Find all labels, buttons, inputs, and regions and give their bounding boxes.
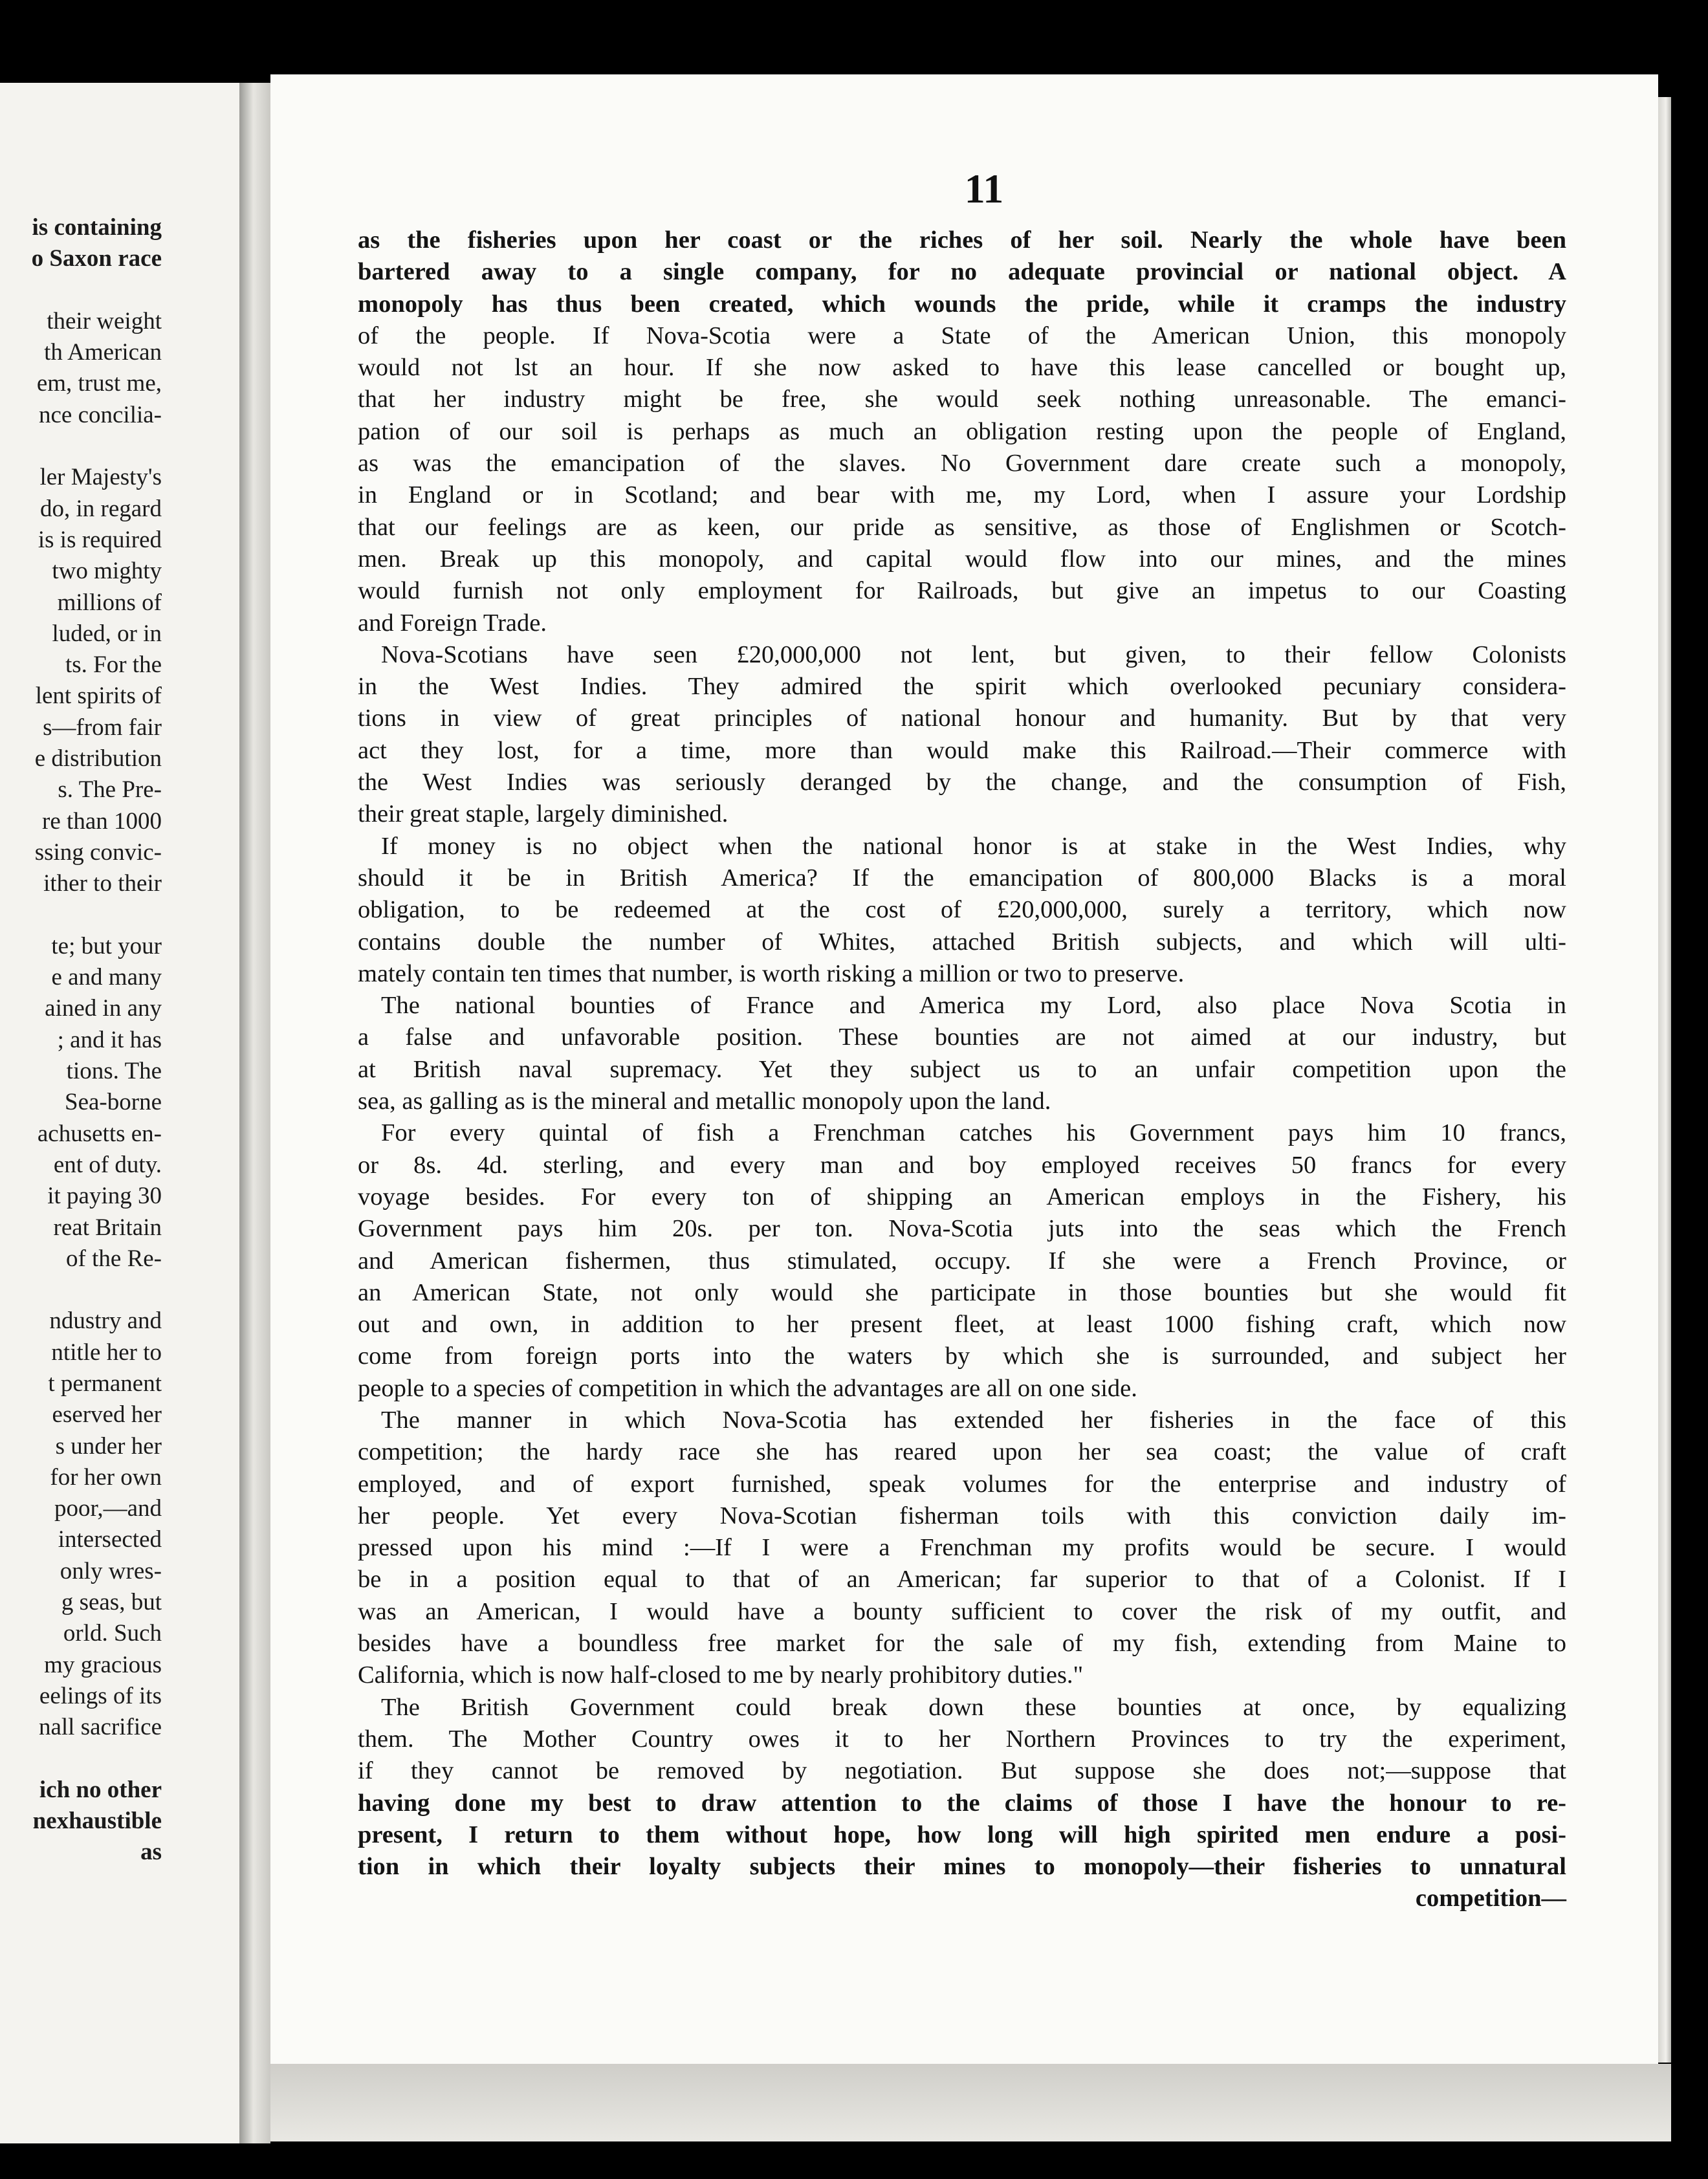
text-line: mately contain ten times that number, is worth risking a million or two to preserve. — [358, 959, 1185, 987]
left-page-line: eelings of its — [39, 1682, 162, 1709]
left-page-line: do, in regard — [39, 495, 162, 522]
left-page-line: s. The Pre- — [58, 776, 162, 804]
text-line: would furnish not only employment for Railroads, but give an impetus to our Coasting — [358, 577, 1566, 605]
body-text — [358, 224, 1566, 1915]
left-page-line: ts. For the — [65, 652, 162, 679]
text-line: The manner in which Nova-Scotia has extended her fisheries in the face of this — [381, 1406, 1566, 1434]
left-page-line: nexhaustible — [32, 1808, 162, 1835]
left-page-line — [0, 900, 162, 931]
text-line: would not lst an hour. If she now asked to have this lease cancelled or bought up, — [358, 354, 1566, 382]
text-line: besides have a boundless free market for the sale of my fish, extending from Maine to — [358, 1630, 1566, 1658]
left-page-line: nall sacrifice — [38, 1714, 162, 1741]
text-line: Nova-Scotians have seen £20,000,000 not lent, but given, to their fellow Colonists — [381, 641, 1566, 668]
left-page-line: it paying 30 — [47, 1183, 162, 1210]
text-line: pation of our soil is perhaps as much an obligation resting upon the people of England, — [358, 417, 1566, 445]
left-page-line: ssing convic- — [34, 838, 162, 866]
text-line: bartered away to a single company, for no adequate provincial or national object. A — [358, 258, 1566, 286]
left-page-line: te; but your — [51, 932, 162, 959]
left-page-line: em, trust me, — [36, 370, 162, 397]
left-page-line: is containing — [32, 214, 162, 241]
right-page — [270, 74, 1658, 2064]
left-page-line: ent of duty. — [53, 1151, 162, 1178]
text-line: tions in view of great principles of national honour and humanity. But by that very — [358, 705, 1566, 732]
left-page-line: is is required — [38, 526, 162, 553]
text-line: tion in which their loyalty subjects their mines to monopoly—their fisheries to unnatural — [358, 1853, 1566, 1881]
left-page-line: ich no other — [39, 1776, 162, 1803]
left-page-line: s under her — [55, 1432, 162, 1460]
text-line: her people. Yet every Nova-Scotian fisherman toils with this conviction daily im- — [358, 1502, 1566, 1529]
left-page-line: e and many — [51, 964, 162, 991]
left-page-line: only wres- — [60, 1557, 162, 1584]
left-page-line — [0, 1744, 162, 1775]
text-line: an American State, not only would she participate in those bounties but she would fit — [358, 1278, 1566, 1306]
left-page-line: Sea-borne — [65, 1089, 162, 1116]
text-line: men. Break up this monopoly, and capital would flow into our mines, and the mines — [358, 545, 1566, 573]
text-line: monopoly has thus been created, which wounds the pride, while it cramps the industry — [358, 290, 1566, 318]
text-line: act they lost, for a time, more than would make this Railroad.—Their commerce with — [358, 736, 1566, 764]
text-line: in England or in Scotland; and bear with me, my Lord, when I assure your Lordship — [358, 481, 1566, 509]
text-line: voyage besides. For every ton of shipping an American employs in the Fishery, his — [358, 1183, 1566, 1210]
left-page-line: achusetts en- — [37, 1120, 162, 1147]
page-number: 11 — [964, 166, 1004, 212]
text-line: as was the emancipation of the slaves. No Government dare create such a monopoly, — [358, 450, 1566, 477]
text-line: or 8s. 4d. sterling, and every man and boy employed receives 50 francs for every — [358, 1151, 1566, 1179]
text-line: having done my best to draw attention to the claims of those I have the honour to re- — [358, 1789, 1566, 1817]
left-page-line: orld. Such — [63, 1620, 162, 1647]
left-page-line — [0, 1275, 162, 1306]
page-bottom-edge — [270, 2064, 1671, 2141]
text-line: out and own, in addition to her present fleet, at least 1000 fishing craft, which now — [358, 1311, 1566, 1339]
left-page-line: th American — [44, 339, 162, 366]
text-line: a false and unfavorable position. These bounties are not aimed at our industry, but — [358, 1024, 1566, 1051]
text-line: as the fisheries upon her coast or the riches of her soil. Nearly the whole have been — [358, 226, 1566, 254]
text-line: in the West Indies. They admired the spirit which overlooked pecuniary considera- — [358, 673, 1566, 701]
text-line: Government pays him 20s. per ton. Nova-Scotia juts into the seas which the French — [358, 1215, 1566, 1243]
text-line: If money is no object when the national honor is at stake in the West Indies, why — [381, 832, 1566, 860]
left-page-line: t permanent — [48, 1370, 162, 1397]
text-line: obligation, to be redeemed at the cost of £20,000,000, surely a territory, which now — [358, 896, 1566, 924]
left-page-line: for her own — [50, 1463, 162, 1491]
text-line: be in a position equal to that of an American; far superior to that of a Colonist. If I — [358, 1566, 1566, 1593]
text-line: and American fishermen, thus stimulated, occupy. If she were a French Province, or — [358, 1247, 1566, 1275]
text-line: should it be in British America? If the emancipation of 800,000 Blacks is a moral — [358, 864, 1566, 892]
text-line: competition— — [1415, 1885, 1566, 1912]
left-page-line: reat Britain — [53, 1214, 162, 1241]
left-page-line: re than 1000 — [42, 807, 162, 835]
text-line: if they cannot be removed by negotiation. But suppose she does not;—suppose that — [358, 1757, 1566, 1785]
left-page-line: luded, or in — [52, 620, 162, 647]
left-page-line — [0, 275, 162, 306]
left-page-line: lent spirits of — [35, 683, 162, 710]
left-page-line: ; and it has — [57, 1026, 162, 1053]
left-page-line: as — [140, 1839, 162, 1866]
text-line: that her industry might be free, she would seek nothing unreasonable. The emanci- — [358, 386, 1566, 413]
text-line: The British Government could break down these bounties at once, by equalizing — [381, 1693, 1566, 1721]
text-line: sea, as galling as is the mineral and metallic monopoly upon the land. — [358, 1088, 1051, 1115]
page-edge — [1658, 97, 1671, 2063]
text-line: and Foreign Trade. — [358, 609, 547, 637]
text-line: come from foreign ports into the waters by which she is surrounded, and subject her — [358, 1342, 1566, 1370]
left-page-line: e distribution — [34, 745, 162, 772]
left-page-line: ler Majesty's — [39, 464, 162, 491]
left-page-line: ntitle her to — [51, 1339, 162, 1366]
left-page-line — [0, 431, 162, 462]
text-line: the West Indies was seriously deranged by the change, and the consumption of Fish, — [358, 769, 1566, 796]
left-page-line: two mighty — [52, 558, 162, 585]
left-page-line: g seas, but — [61, 1589, 162, 1616]
left-page-line: tions. The — [66, 1058, 162, 1085]
text-line: California, which is now half-closed to me by nearly prohibitory duties." — [358, 1661, 1084, 1689]
text-line: people to a species of competition in which the advantages are all on one side. — [358, 1374, 1137, 1402]
left-page — [0, 83, 239, 2143]
left-page-line: eserved her — [52, 1401, 162, 1429]
text-line: that our feelings are as keen, our pride as sensitive, as those of Englishmen or Scotch- — [358, 513, 1566, 541]
text-line: pressed upon his mind :—If I were a Frenchman my profits would be secure. I would — [358, 1534, 1566, 1562]
text-line: was an American, I would have a bounty sufficient to cover the risk of my outfit, and — [358, 1597, 1566, 1625]
text-line: contains double the number of Whites, attached British subjects, and which will ulti- — [358, 928, 1566, 956]
left-page-line: their weight — [47, 307, 162, 334]
book-gutter — [239, 83, 270, 2143]
left-page-line: ained in any — [45, 995, 162, 1022]
left-page-line: of the Re- — [66, 1245, 162, 1272]
text-line: them. The Mother Country owes it to her Northern Provinces to try the experiment, — [358, 1725, 1566, 1753]
text-line: For every quintal of fish a Frenchman catches his Government pays him 10 francs, — [381, 1119, 1566, 1147]
left-page-line: nce concilia- — [38, 401, 162, 428]
left-page-line: intersected — [58, 1526, 162, 1553]
left-page-line: ither to their — [43, 870, 162, 897]
text-line: competition; the hardy race she has reared upon her sea coast; the value of craft — [358, 1438, 1566, 1466]
text-line: present, I return to them without hope, how long will high spirited men endure a posi- — [358, 1821, 1566, 1848]
text-line: The national bounties of France and America my Lord, also place Nova Scotia in — [381, 992, 1566, 1020]
left-page-line: millions of — [57, 589, 162, 616]
left-page-line: my gracious — [44, 1651, 162, 1678]
left-page-line: ndustry and — [49, 1308, 162, 1335]
text-line: at British naval supremacy. Yet they subject us to an unfair competition upon the — [358, 1055, 1566, 1083]
left-page-line: poor,—and — [54, 1495, 162, 1522]
text-line: employed, and of export furnished, speak volumes for the enterprise and industry of — [358, 1470, 1566, 1498]
left-page-text — [0, 212, 162, 1868]
left-page-line: s—from fair — [43, 714, 162, 741]
left-page-line: o Saxon race — [31, 245, 162, 272]
text-line: of the people. If Nova-Scotia were a State of the American Union, this monopoly — [358, 322, 1566, 349]
text-line: their great staple, largely diminished. — [358, 800, 728, 828]
